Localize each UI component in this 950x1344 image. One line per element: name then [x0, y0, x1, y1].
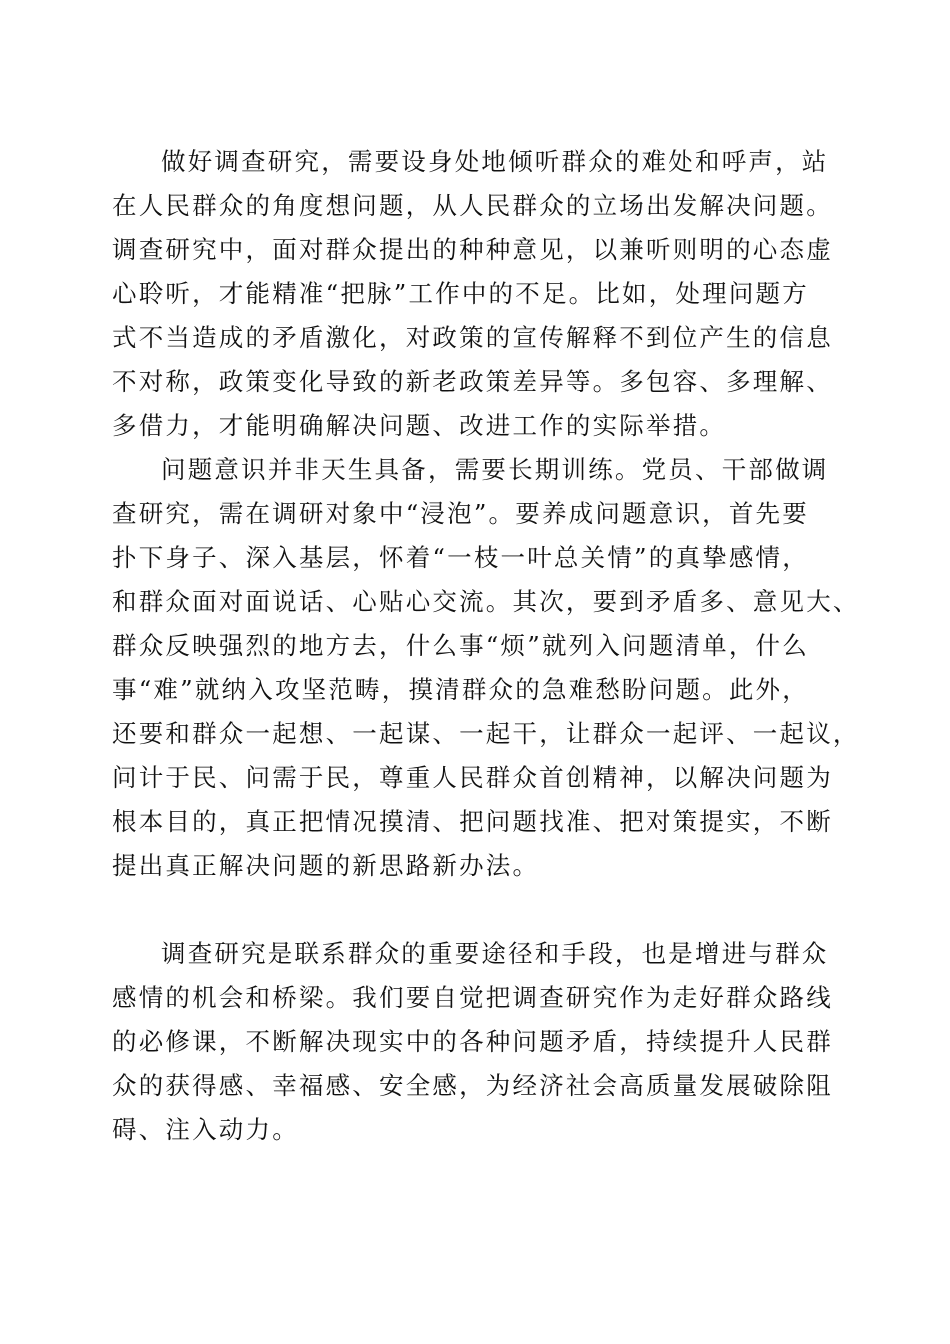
paragraph-1: [112, 140, 842, 448]
text-line: [112, 888, 842, 932]
text-line: 和群众面对面说话、心贴心交流。其次，要到矛盾多、意见大、: [112, 587, 860, 616]
text-line: 还要和群众一起想、一起谋、一起干，让群众一起评、一起议，: [112, 719, 860, 748]
paragraph-3: [112, 932, 842, 1152]
text-line: 群众反映强烈的地方去，什么事“烦”就列入问题清单，什么: [112, 631, 809, 660]
text-line: 在人民群众的角度想问题，从人民群众的立场出发解决问题。: [112, 191, 833, 220]
text-line: 提出真正解决问题的新思路新办法。: [112, 851, 540, 880]
text-line: 查研究，需在调研对象中“浸泡”。要养成问题意识，首先要: [112, 499, 809, 528]
text-line: 问计于民、问需于民，尊重人民群众首创精神，以解决问题为: [112, 763, 833, 792]
text-line: 调查研究是联系群众的重要途径和手段，也是增进与群众: [161, 939, 829, 968]
text-line: 众的获得感、幸福感、安全感，为经济社会高质量发展破除阻: [112, 1071, 833, 1100]
text-line: 问题意识并非天生具备，需要长期训练。党员、干部做调: [161, 455, 829, 484]
text-line: 多借力，才能明确解决问题、改进工作的实际举措。: [112, 411, 727, 440]
text-line: 碍、注入动力。: [112, 1115, 299, 1144]
text-line: 扑下身子、深入基层，怀着“一枝一叶总关情”的真挚感情，: [112, 543, 809, 572]
text-line: 感情的机会和桥梁。我们要自觉把调查研究作为走好群众路线: [112, 983, 833, 1012]
paragraph-2: [112, 448, 860, 932]
body-text: [112, 140, 860, 1152]
text-line: 的必修课，不断解决现实中的各种问题矛盾，持续提升人民群: [112, 1027, 833, 1056]
text-line: 心聆听，才能精准“把脉”工作中的不足。比如，处理问题方: [112, 279, 809, 308]
text-line: 做好调查研究，需要设身处地倾听群众的难处和呼声，站: [161, 147, 829, 176]
text-line: 式不当造成的矛盾激化，对政策的宣传解释不到位产生的信息: [112, 323, 833, 352]
text-line: 不对称，政策变化导致的新老政策差异等。多包容、多理解、: [112, 367, 833, 396]
text-line: 调查研究中，面对群众提出的种种意见，以兼听则明的心态虚: [112, 235, 833, 264]
text-line: 根本目的，真正把情况摸清、把问题找准、把对策提实，不断: [112, 807, 833, 836]
text-line: 事“难”就纳入攻坚范畴，摸清群众的急难愁盼问题。此外，: [112, 675, 809, 704]
